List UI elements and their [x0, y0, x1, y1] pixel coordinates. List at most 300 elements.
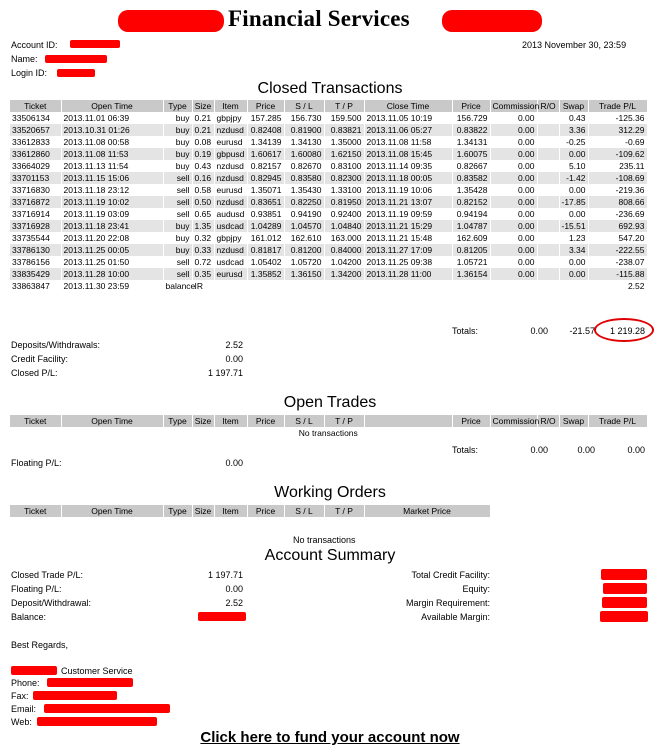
table-cell: buy — [163, 124, 192, 136]
working-col-header: Open Time — [61, 505, 163, 517]
open-col-header: R/O — [537, 415, 559, 427]
redacted-email — [44, 704, 170, 713]
table-row — [10, 112, 647, 124]
table-cell: 1.60080 — [284, 148, 324, 160]
table-cell: 1.35071 — [247, 184, 284, 196]
open-trades-title: Open Trades — [283, 394, 377, 411]
table-cell: 2013.11.15 15:06 — [61, 172, 163, 184]
table-cell — [537, 244, 559, 256]
working-orders-table — [10, 505, 647, 517]
table-cell: 2013.11.21 15:48 — [364, 232, 452, 244]
table-cell: 162.610 — [284, 232, 324, 244]
open-totals-commission: 0.00 — [530, 445, 548, 455]
page-title: Financial Services — [228, 6, 410, 31]
table-cell: buy — [163, 232, 192, 244]
table-cell: 2013.11.14 09:35 — [364, 160, 452, 172]
table-cell: -219.36 — [588, 184, 647, 196]
working-no-transactions: No transactions — [293, 535, 356, 545]
table-cell: gbpusd — [214, 148, 247, 160]
table-cell: 0.58 — [192, 184, 214, 196]
open-floating-label: Floating P/L: — [11, 458, 62, 468]
table-cell: gbpjpy — [214, 232, 247, 244]
table-row — [10, 232, 647, 244]
table-cell: 2013.11.27 17:09 — [364, 244, 452, 256]
table-cell: 2013.11.28 11:00 — [364, 268, 452, 280]
working-orders-title: Working Orders — [274, 484, 386, 501]
open-trades-table — [10, 415, 648, 439]
table-cell: 312.29 — [588, 124, 647, 136]
working-col-header: Size — [192, 505, 214, 517]
working-header-row — [10, 505, 647, 517]
closed-header-row — [10, 100, 647, 112]
table-cell — [490, 280, 537, 292]
closed-col-header: Swap — [559, 100, 588, 112]
summary-balance-label: Balance: — [11, 612, 47, 622]
table-cell: 1.05402 — [247, 256, 284, 268]
working-col-header: Price — [247, 505, 284, 517]
table-cell: 0.82945 — [247, 172, 284, 184]
closed-col-header: R/O — [537, 100, 559, 112]
working-col-header: Ticket — [10, 505, 61, 517]
table-row — [10, 280, 647, 292]
table-cell: 0.93851 — [247, 208, 284, 220]
table-cell — [537, 184, 559, 196]
table-cell: eurusd — [214, 184, 247, 196]
table-row — [10, 172, 647, 184]
table-cell: 0.35 — [192, 268, 214, 280]
open-col-header: Open Time — [61, 415, 163, 427]
table-cell: 1.35430 — [284, 184, 324, 196]
open-col-header: Commission — [490, 415, 537, 427]
open-totals-label: Totals: — [452, 445, 479, 455]
report-datetime: 2013 November 30, 23:59 — [522, 40, 627, 50]
table-cell: 0.83100 — [324, 160, 364, 172]
open-totals-swap: 0.00 — [577, 445, 595, 455]
table-cell: 0.43 — [559, 112, 588, 124]
table-cell: 0.50 — [192, 196, 214, 208]
customer-service-text: Customer Service — [61, 666, 133, 676]
table-row — [10, 184, 647, 196]
table-cell — [537, 148, 559, 160]
table-cell: 0.19 — [192, 148, 214, 160]
table-cell: 1.35428 — [452, 184, 490, 196]
table-cell: 33612833 — [10, 136, 61, 148]
table-row — [10, 208, 647, 220]
summary-deposit-value: 2.52 — [225, 598, 243, 608]
table-cell: 0.00 — [490, 220, 537, 232]
table-cell — [537, 268, 559, 280]
table-cell: 0.00 — [559, 208, 588, 220]
table-row — [10, 220, 647, 232]
table-cell: 0.84000 — [324, 244, 364, 256]
table-cell: 1.35000 — [324, 136, 364, 148]
table-cell: sell — [163, 208, 192, 220]
open-col-header: Item — [214, 415, 247, 427]
table-cell: 0.00 — [490, 160, 537, 172]
table-cell — [537, 220, 559, 232]
table-cell: 33520657 — [10, 124, 61, 136]
table-cell: 1.34139 — [247, 136, 284, 148]
redacted-brand-left — [118, 10, 224, 32]
table-cell: buy — [163, 220, 192, 232]
table-cell: 161.012 — [247, 232, 284, 244]
closed-col-header: Trade P/L — [588, 100, 647, 112]
table-cell: 2013.11.19 09:59 — [364, 208, 452, 220]
table-cell: 0.92400 — [324, 208, 364, 220]
table-cell: 0.43 — [192, 160, 214, 172]
table-cell: 0.00 — [490, 232, 537, 244]
table-cell — [537, 160, 559, 172]
summary-closed-trade-value: 1 197.71 — [207, 570, 243, 580]
closed-col-header: Open Time — [61, 100, 163, 112]
table-cell: 2013.11.25 01:50 — [61, 256, 163, 268]
table-cell: 1.35 — [192, 220, 214, 232]
table-cell: balance — [163, 280, 192, 292]
table-row — [10, 124, 647, 136]
table-cell: -17.85 — [559, 196, 588, 208]
table-cell: buy — [163, 136, 192, 148]
table-cell: 3.34 — [559, 244, 588, 256]
table-cell: 2013.11.18 23:41 — [61, 220, 163, 232]
closed-col-header: Close Time — [364, 100, 452, 112]
email-label: Email: — [11, 704, 37, 714]
table-cell — [537, 280, 559, 292]
table-cell: 0.83821 — [324, 124, 364, 136]
table-cell: 0.94190 — [284, 208, 324, 220]
closed-col-header: Commission — [490, 100, 537, 112]
table-cell: sell — [163, 184, 192, 196]
redacted-balance — [198, 612, 246, 621]
table-cell: 1.34200 — [324, 268, 364, 280]
table-cell: 156.730 — [284, 112, 324, 124]
summary-equity-label: Equity: — [462, 584, 490, 594]
summary-floating-value: 0.00 — [225, 584, 243, 594]
table-cell — [247, 280, 284, 292]
table-cell — [537, 172, 559, 184]
redacted-name — [45, 55, 107, 63]
table-cell: 33835429 — [10, 268, 61, 280]
table-cell: 0.21 — [192, 124, 214, 136]
credit-facility-label: Credit Facility: — [11, 354, 69, 364]
table-cell: -238.07 — [588, 256, 647, 268]
redacted-account-id — [70, 40, 120, 48]
table-cell — [284, 280, 324, 292]
redacted-login-id — [57, 69, 95, 77]
summary-credit-label: Total Credit Facility: — [411, 570, 490, 580]
table-cell: 0.94194 — [452, 208, 490, 220]
table-cell — [452, 280, 490, 292]
table-cell: 157.285 — [247, 112, 284, 124]
table-cell: 33664029 — [10, 160, 61, 172]
summary-margin-req-label: Margin Requirement: — [405, 598, 490, 608]
table-cell: 0.00 — [490, 208, 537, 220]
table-cell: -0.25 — [559, 136, 588, 148]
table-cell: 0.33 — [192, 244, 214, 256]
table-cell: 0.83580 — [284, 172, 324, 184]
table-cell: sell — [163, 268, 192, 280]
closed-transactions-title: Closed Transactions — [257, 80, 403, 97]
table-cell: 0.81200 — [284, 244, 324, 256]
closed-col-header: Type — [163, 100, 192, 112]
phone-label: Phone: — [11, 678, 40, 688]
table-cell: -1.42 — [559, 172, 588, 184]
login-id-label: Login ID: — [11, 68, 48, 78]
summary-closed-trade-label: Closed Trade P/L: — [11, 570, 84, 580]
table-row — [10, 244, 647, 256]
table-cell: 2013.11.20 22:08 — [61, 232, 163, 244]
table-cell: 2013.10.31 01:26 — [61, 124, 163, 136]
redacted-credit-facility — [601, 569, 647, 580]
table-cell: 1.35852 — [247, 268, 284, 280]
table-cell: 33716928 — [10, 220, 61, 232]
highlight-circle — [594, 318, 654, 342]
table-cell: 0.00 — [490, 148, 537, 160]
table-cell — [537, 112, 559, 124]
open-header-row — [10, 415, 647, 427]
working-col-header: S / L — [284, 505, 324, 517]
table-cell: 156.729 — [452, 112, 490, 124]
table-cell: 2013.11.25 00:05 — [61, 244, 163, 256]
open-col-header: S / L — [284, 415, 324, 427]
closed-col-header: Item — [214, 100, 247, 112]
table-cell: 0.00 — [490, 256, 537, 268]
table-cell: nzdusd — [214, 160, 247, 172]
table-cell: 0.82157 — [247, 160, 284, 172]
table-cell: 0.83822 — [452, 124, 490, 136]
table-cell: -115.88 — [588, 268, 647, 280]
table-cell: 5.10 — [559, 160, 588, 172]
closed-col-header: Size — [192, 100, 214, 112]
redacted-fax — [33, 691, 117, 700]
account-id-label: Account ID: — [11, 40, 58, 50]
table-cell: 1.04840 — [324, 220, 364, 232]
table-cell — [364, 280, 452, 292]
table-cell: 0.83582 — [452, 172, 490, 184]
table-cell — [537, 124, 559, 136]
table-cell: nzdusd — [214, 124, 247, 136]
closed-col-header: S / L — [284, 100, 324, 112]
table-cell: buy — [163, 244, 192, 256]
table-cell: 0.00 — [490, 244, 537, 256]
open-col-header: Swap — [559, 415, 588, 427]
account-summary-title: Account Summary — [264, 547, 396, 564]
closed-totals-trade-pl: 1 219.28 — [609, 326, 645, 336]
table-cell: 0.82408 — [247, 124, 284, 136]
table-cell: 0.83651 — [247, 196, 284, 208]
table-cell: 0.00 — [490, 124, 537, 136]
table-cell: 2013.11.06 05:27 — [364, 124, 452, 136]
table-cell: 808.66 — [588, 196, 647, 208]
table-cell: 547.20 — [588, 232, 647, 244]
table-cell: 2013.11.30 23:59 — [61, 280, 163, 292]
table-cell: 1.05720 — [284, 256, 324, 268]
table-cell — [214, 280, 247, 292]
table-cell: 33735544 — [10, 232, 61, 244]
name-label: Name: — [11, 54, 38, 64]
table-cell: 2013.11.25 09:38 — [364, 256, 452, 268]
open-totals-trade-pl: 0.00 — [627, 445, 645, 455]
closed-col-header: Price — [247, 100, 284, 112]
table-cell: 2013.11.28 10:00 — [61, 268, 163, 280]
closed-col-header: T / P — [324, 100, 364, 112]
open-col-header: Ticket — [10, 415, 61, 427]
table-cell: 0.00 — [490, 196, 537, 208]
table-cell: 0.21 — [192, 112, 214, 124]
table-cell: -108.69 — [588, 172, 647, 184]
redacted-company-name — [11, 666, 57, 675]
closed-pl-value: 1 197.71 — [207, 368, 243, 378]
table-cell: 2013.11.08 11:58 — [364, 136, 452, 148]
summary-avail-margin-label: Available Margin: — [421, 612, 490, 622]
redacted-margin-requirement — [602, 597, 647, 608]
table-cell: 1.36154 — [452, 268, 490, 280]
table-cell: 162.609 — [452, 232, 490, 244]
table-row — [10, 160, 647, 172]
regards-text: Best Regards, — [11, 640, 69, 650]
closed-col-header: Ticket — [10, 100, 61, 112]
closed-transactions-table — [10, 100, 648, 292]
table-cell: -125.36 — [588, 112, 647, 124]
table-cell: -15.51 — [559, 220, 588, 232]
fax-label: Fax: — [11, 691, 29, 701]
table-cell: sell — [163, 196, 192, 208]
table-cell: 0.81950 — [324, 196, 364, 208]
closed-pl-label: Closed P/L: — [11, 368, 58, 378]
table-cell: 163.000 — [324, 232, 364, 244]
open-col-header: Size — [192, 415, 214, 427]
table-cell: audusd — [214, 208, 247, 220]
table-cell: 0.82667 — [452, 160, 490, 172]
table-cell: -222.55 — [588, 244, 647, 256]
table-cell: 0.81817 — [247, 244, 284, 256]
table-cell: nzdusd — [214, 244, 247, 256]
table-cell: 2013.11.19 03:09 — [61, 208, 163, 220]
working-col-header: T / P — [324, 505, 364, 517]
table-cell: buy — [163, 148, 192, 160]
table-cell: 0.00 — [559, 268, 588, 280]
web-label: Web: — [11, 717, 32, 727]
table-cell: 0.00 — [490, 172, 537, 184]
table-cell: 0.81900 — [284, 124, 324, 136]
table-cell: 3.36 — [559, 124, 588, 136]
table-cell: sell — [163, 256, 192, 268]
working-col-header: Type — [163, 505, 192, 517]
table-cell: 1.33100 — [324, 184, 364, 196]
table-cell — [559, 280, 588, 292]
table-cell: 2013.11.19 10:06 — [364, 184, 452, 196]
open-col-header — [364, 415, 452, 427]
summary-deposit-label: Deposit/Withdrawal: — [11, 598, 92, 608]
table-cell: 0.00 — [490, 112, 537, 124]
table-cell: buy — [163, 160, 192, 172]
credit-facility-value: 0.00 — [225, 354, 243, 364]
working-col-header: Market Price — [364, 505, 490, 517]
deposits-value: 2.52 — [225, 340, 243, 350]
table-cell: -109.62 — [588, 148, 647, 160]
table-cell: -236.69 — [588, 208, 647, 220]
table-cell: 0.82250 — [284, 196, 324, 208]
table-cell: gbpjpy — [214, 112, 247, 124]
table-cell: 0.00 — [559, 256, 588, 268]
table-cell — [537, 256, 559, 268]
table-cell: 33716914 — [10, 208, 61, 220]
table-cell: 33716830 — [10, 184, 61, 196]
table-cell: 33786156 — [10, 256, 61, 268]
redacted-equity — [603, 583, 647, 594]
table-cell: 0.82152 — [452, 196, 490, 208]
table-cell: -0.69 — [588, 136, 647, 148]
table-cell: 1.34131 — [452, 136, 490, 148]
table-cell: 1.05721 — [452, 256, 490, 268]
redacted-phone — [47, 678, 133, 687]
table-cell: 0.00 — [559, 184, 588, 196]
redacted-web — [37, 717, 157, 726]
table-cell: 2013.11.05 10:19 — [364, 112, 452, 124]
table-cell: 2013.11.21 15:29 — [364, 220, 452, 232]
table-cell: 1.36150 — [284, 268, 324, 280]
closed-totals-commission: 0.00 — [530, 326, 548, 336]
open-col-header: Type — [163, 415, 192, 427]
table-cell: 0.00 — [559, 148, 588, 160]
table-cell: 2.52 — [588, 280, 647, 292]
table-cell: usdcad — [214, 256, 247, 268]
table-cell: 0.65 — [192, 208, 214, 220]
table-cell: 0.00 — [490, 268, 537, 280]
table-cell: 235.11 — [588, 160, 647, 172]
table-cell: 2013.11.21 13:07 — [364, 196, 452, 208]
table-row — [10, 148, 647, 160]
table-cell: 0.81205 — [452, 244, 490, 256]
table-cell: 0.72 — [192, 256, 214, 268]
table-cell: 1.60075 — [452, 148, 490, 160]
table-cell: 33786130 — [10, 244, 61, 256]
table-cell: 0.82300 — [324, 172, 364, 184]
table-row — [10, 196, 647, 208]
table-cell: IR — [192, 280, 214, 292]
fund-account-link[interactable]: Click here to fund your account now — [200, 729, 460, 746]
table-cell: 33506134 — [10, 112, 61, 124]
table-cell: eurusd — [214, 136, 247, 148]
table-cell: 0.16 — [192, 172, 214, 184]
table-cell — [537, 136, 559, 148]
table-cell: 1.04787 — [452, 220, 490, 232]
table-cell: 0.32 — [192, 232, 214, 244]
open-col-header: Price — [452, 415, 490, 427]
open-no-transactions-row — [10, 427, 647, 439]
open-col-header: Price — [247, 415, 284, 427]
table-cell: 2013.11.18 23:12 — [61, 184, 163, 196]
open-no-transactions: No transactions — [10, 427, 647, 439]
table-cell: 2013.11.18 00:05 — [364, 172, 452, 184]
table-cell: sell — [163, 172, 192, 184]
table-cell: 1.04570 — [284, 220, 324, 232]
table-cell: 1.04200 — [324, 256, 364, 268]
table-cell: nzdusd — [214, 172, 247, 184]
table-cell: usdcad — [214, 220, 247, 232]
table-cell: 2013.11.08 11:53 — [61, 148, 163, 160]
table-cell: 0.00 — [490, 184, 537, 196]
table-cell: eurusd — [214, 268, 247, 280]
table-cell: 2013.11.19 10:02 — [61, 196, 163, 208]
table-cell — [537, 232, 559, 244]
table-cell: 33863847 — [10, 280, 61, 292]
table-cell — [537, 196, 559, 208]
redacted-available-margin — [600, 611, 648, 622]
table-cell: 33716872 — [10, 196, 61, 208]
table-cell: nzdusd — [214, 196, 247, 208]
table-cell: 2013.11.08 15:45 — [364, 148, 452, 160]
table-cell: 159.500 — [324, 112, 364, 124]
